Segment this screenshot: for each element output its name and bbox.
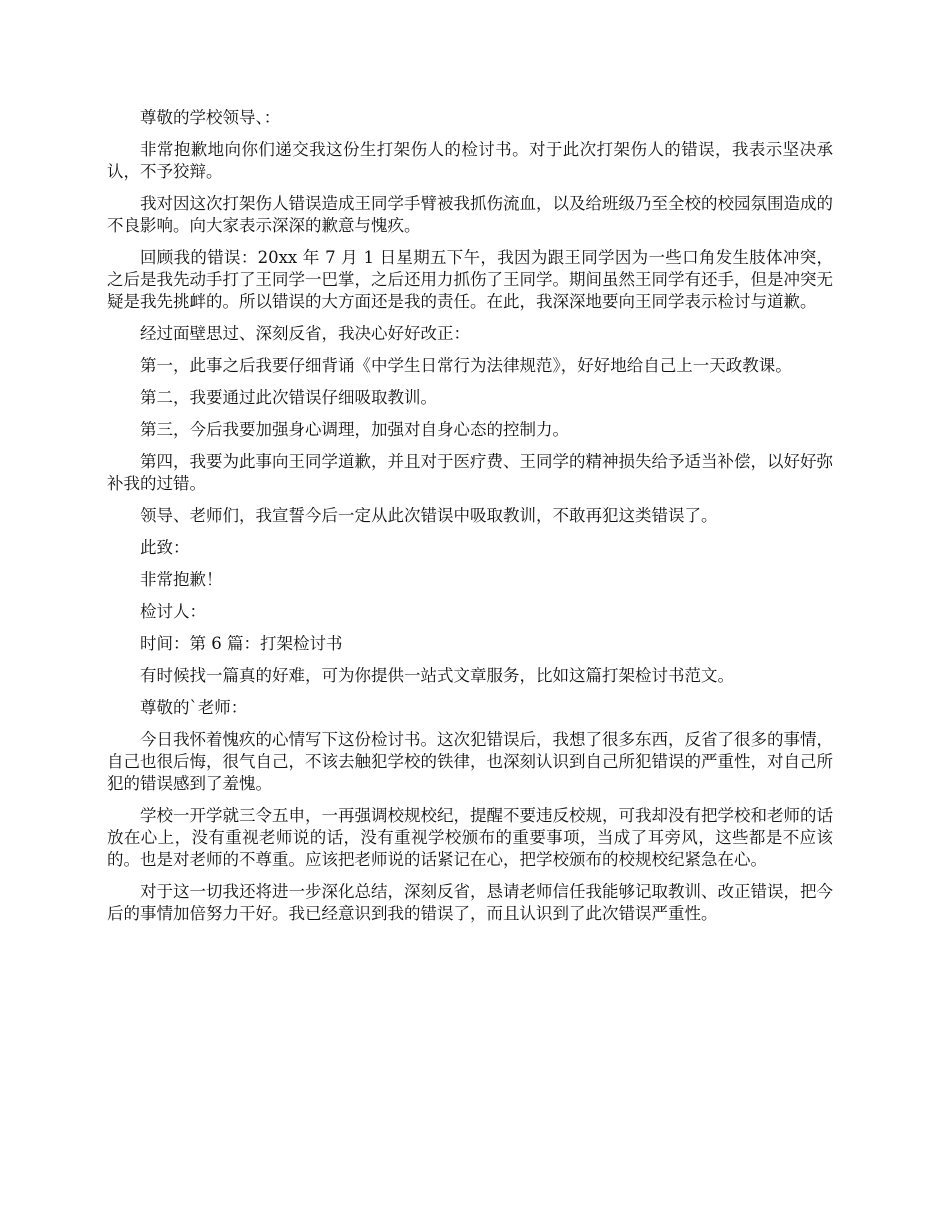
paragraph-impact: 我对因这次打架伤人错误造成王同学手臂被我抓伤流血，以及给班级乃至全校的校园氛围造成的不良影响。向大家表示深深的歉意与愧疚。 xyxy=(107,194,833,235)
salutation-2: 尊敬的`老师： xyxy=(140,698,248,717)
paragraph-review: 回顾我的错误：20xx 年 7 月 1 日星期五下午，我因为跟王同学因为一些口角发生肢体冲突，之后是我先动手打了王同学一巴掌，之后还用力抓伤了王同学。期间虽然王同学有还手，但是冲突无疑是我先挑衅的。所以错误的大方面还是我的责任。在此，我深深地要向王同学表示检讨与道歉。 xyxy=(107,248,833,311)
paragraph-point-2: 第二，我要通过此次错误仔细吸取教训。 xyxy=(140,388,437,407)
paragraph-point-1: 第一，此事之后我要仔细背诵《中学生日常行为法律规范》，好好地给自己上一天政教课。 xyxy=(140,356,792,375)
paragraph-apology: 非常抱歉地向你们递交我这份生打架伤人的检讨书。对于此次打架伤人的错误，我表示坚决承认，不予狡辩。 xyxy=(107,140,833,181)
paragraph-rules: 学校一开学就三令五申，一再强调校规校纪，提醒不要违反校规，可我却没有把学校和老师的话放在心上，没有重视老师说的话，没有重视学校颁布的重要事项，当成了耳旁风，这些都是不应该的。也是对老师的不尊重。应该把老师说的话紧记在心，把学校颁布的校规校纪紧急在心。 xyxy=(107,806,833,869)
closing-regards: 此致： xyxy=(140,538,190,557)
paragraph-intro-note: 有时候找一篇真的好难，可为你提供一站式文章服务，比如这篇打架检讨书范文。 xyxy=(140,666,734,685)
paragraph-remorse: 今日我怀着愧疚的心情写下这份检讨书。这次犯错误后，我想了很多东西，反省了很多的事情，自己也很后悔，很气自己，不该去触犯学校的铁律，也深刻认识到自己所犯错误的严重性，对自己所犯的错误感到了羞愧。 xyxy=(107,730,833,793)
paragraph-commitment: 对于这一切我还将进一步深化总结，深刻反省，恳请老师信任我能够记取教训、改正错误，把今后的事情加倍努力干好。我已经意识到我的错误了，而且认识到了此次错误严重性。 xyxy=(107,882,833,923)
paragraph-point-3: 第三，今后我要加强身心调理，加强对自身心态的控制力。 xyxy=(140,420,569,439)
date-and-section-title: 时间：第 6 篇：打架检讨书 xyxy=(140,634,343,653)
paragraph-pledge: 领导、老师们，我宣誓今后一定从此次错误中吸取教训，不敢再犯这类错误了。 xyxy=(140,506,718,525)
document-page xyxy=(107,107,833,935)
closing-sorry: 非常抱歉！ xyxy=(140,570,223,589)
signature-label: 检讨人： xyxy=(140,602,206,621)
paragraph-point-4: 第四，我要为此事向王同学道歉，并且对于医疗费、王同学的精神损失给予适当补偿，以好好弥补我的过错。 xyxy=(107,452,833,493)
salutation: 尊敬的学校领导、： xyxy=(140,108,281,127)
paragraph-resolve: 经过面壁思过、深刻反省，我决心好好改正： xyxy=(140,324,470,343)
